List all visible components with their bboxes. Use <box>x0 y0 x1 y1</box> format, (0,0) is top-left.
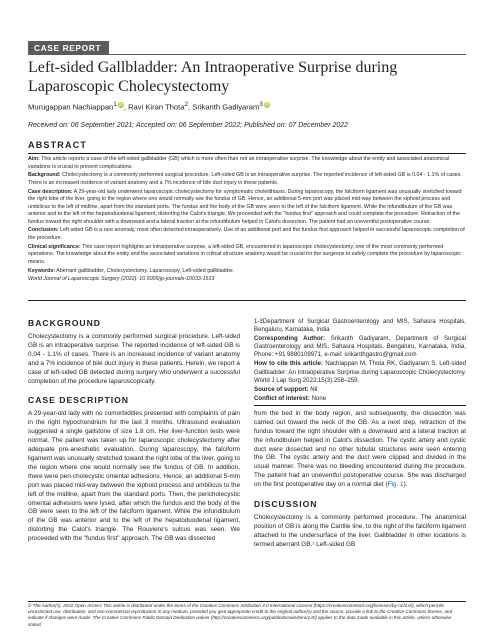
abstract-aim: Aim: This article reports a case of the left-sided gallbladder (GB) which is more often than not an intraoperative surprise. The knowledge about the entity and associated anatomical variations is crucial to prevent complications. <box>28 156 450 170</box>
footer-rule <box>28 601 466 602</box>
orcid-icon[interactable]: iD <box>264 102 270 107</box>
orcid-icon[interactable]: iD <box>118 102 123 107</box>
right-column <box>254 318 466 550</box>
publication-dates: Received on: 06 September 2021; Accepted on: 06 September 2022; Published on: 07 December 2022 <box>28 122 349 129</box>
author-affil-sup: 3 <box>259 101 263 108</box>
affiliation-text: 1-3Department of Surgical Gastroenterology and MIS, Sahasra Hospitals, Bengaluru, Karnataka, India <box>254 318 466 334</box>
abstract-conclusion: Conclusion: Left-sided GB is a rare anomaly, most often detected intraoperatively. Use of an additional port and the fundus-first approach helped in successful laparoscopic completion of the procedure. <box>28 227 465 242</box>
affiliation-block <box>254 318 466 403</box>
author-affil-sup: 1 <box>113 101 117 108</box>
author-name: Murugappan Nachiappan <box>28 102 114 112</box>
section-heading-case: CASE DESCRIPTION <box>28 395 129 406</box>
top-margin <box>0 0 494 30</box>
abstract-citation: World Journal of Laparoscopic Surgery (2022): 10.5005/jp-journals-10033-1513 <box>28 276 215 283</box>
source-of-support: Source of support: Nil <box>254 385 318 393</box>
conflict-of-interest: Conflict of interest: None <box>254 394 327 402</box>
discussion-text: Cholecystectomy is a commonly performed procedure. The anatomical position of GB is along the Cantlie line, to the right of the falciform ligament attached to the undersurface of the liver. Gallbladder in other locations is termed aberrant GB.¹ Left-sided GB <box>254 514 466 548</box>
article-title: Left-sided Gallbladder: An Intraoperative Surprise during Laparoscopic Cholecystectomy <box>28 59 398 95</box>
article-type-badge: CASE REPORT <box>28 41 109 54</box>
abstract-clinical: Clinical significance: This case report highlights an intraoperative surprise, a left-sided GB, encountered in laparoscopic cholecystectomy, one of the most commonly performed operations. The knowledge about the entity and the associated variations in critical structure anatomy would be crucial for the surgeons to safely complete the procedure by laparoscopic means. <box>28 243 462 265</box>
abstract-rule <box>28 153 466 154</box>
author-name: Srikanth Gadiyaram <box>192 102 260 112</box>
abstract-bottom-rule <box>28 300 466 301</box>
section-heading-background: BACKGROUND <box>28 318 102 328</box>
how-to-cite: How to cite this article: Nachiappan M, Thota RK, Gadiyaram S. Left-sided Gallbladder: An Intraoperative Surprise during Laparoscopic Cholecystectomy. World J Lap Surg 2022;15(3):258–259. <box>254 360 466 384</box>
affiliation-rule <box>254 405 466 406</box>
corresponding-author: Corresponding Author: Srikanth Gadiyaram, Department of Surgical Gastroenterology and MIS, Sahasra Hospitals, Bengaluru, Karnataka, India, Phone: +91 9880109971, e-mail: srikanthgastro@gmail.com <box>254 335 467 359</box>
abstract-case: Case description: A 29-year-old lady underwent laparoscopic cholecystectomy for symptomatic cholelithiasis. During laparoscopy, the falciform ligament was unusually stretched toward the right lobe of the liver, going to the region where one would normally see the fundus of GB. Hence, an additional 5-mm port was placed mid-way between the xiphoid process and umbilicus to the left of midline, apart from the standard ports. The fundus and the body of the GB were seen to the left of the falciform ligament. While the infundibulum of the GB was anterior and to the left of the hepatoduodenal ligament, distorting the Calot's triangle. We proceeded with the "fundus first" approach and could complete the procedure. Retraction of the fundus toward the right shoulder with a downward and a lateral traction at the infundibulum helped in Calot's dissection. The patient had an uneventful postoperative course. <box>28 188 462 225</box>
background-text: Cholecystectomy is a commonly performed surgical procedure. Left-sided GB is an intraoperative surprise. The reported incidence of left-sided GB is 0.04 - 1.1% of cases. There is an increased incidence of variant anatomy and a 7% incidence of bile duct injury in these patients. Herein, we report a case of left-sided GB detected during surgery who underwent a successful completion of the procedure laparoscopically. <box>28 333 240 385</box>
case-description-text: A 29-year-old lady with no comorbidities presented with complaints of pain in the right hypochondrium for the last 3 months. Ultrasound evaluation suggested a single gallstone of size 1.8 cm. Her liver-function tests were normal. The patient was taken up for laparoscopic cholecystectomy after adequate pre-anesthetic evaluation. During laparoscopy, the falciform ligament was unusually stretched toward the right lobe of the liver, going to the region where one would normally see the fundus of GB. In addition, there were peri-cholecystic omental adhesions. Hence, an additional 5-mm port was placed mid-way between the xiphoid process and umbilicus to the left of the midline, apart from the standard ports. Then, the pericholecystic omental adhesions were lysed, after which the fundus and the body of the GB were seen to the left of the falciform ligament. While the infundibulum of the GB was anterior and to the left of the hepatoduodenal ligament, distorting the Calot's triangle. The Rouviere's sulcus was seen. We proceeded with the "fundus first" approach. The GB was dissected <box>28 410 240 543</box>
abstract-body <box>28 156 466 285</box>
header-rule <box>28 54 466 55</box>
left-column <box>28 318 240 544</box>
license-footer: © The Author(s). 2022 Open Access This article is distributed under the terms of the Creative Commons Attribution 4.0 International License (https://creativecommons.org/licenses/by-nc/4.0/), which permits unrestricted use, distribution, and non-commercial reproduction in any medium, provided you give appropriate credit to the original author(s) and the source, provide a link to the Creative Commons license, and indicate if changes were made. The Creative Commons Public Domain Dedication waiver (http://creativecommons.org/publicdomain/zero/1.0/) applies to the data made available in this article, unless otherwise stated. <box>28 603 453 627</box>
abstract-background: Background: Cholecystectomy is a commonly performed surgical procedure. Left-sided GB is an intraoperative surprise. The reported incidence of left-sided GB is 0.04 - 1.1% of cases. There is an increased incidence of variant anatomy and a 7% incidence of bile duct injury in these patients. <box>28 172 462 186</box>
author-affil-sup: 2 <box>184 101 189 108</box>
abstract-keywords: Keywords: Aberrant gallbladder, Cholecystectomy, Laparoscopy, Left-sided gallbladder. <box>28 267 235 274</box>
author-list: Murugappan Nachiappan$^1$ iD, Ravi Kiran Thota$^2$, Srikanth Gadiyaram$^3$ iD <box>28 101 270 112</box>
abstract-heading: ABSTRACT <box>28 140 88 150</box>
figure-link[interactable]: Fig. 1 <box>387 481 404 489</box>
section-heading-discussion: DISCUSSION <box>254 499 318 510</box>
case-continued-text: from the bed in the body region, and subsequently, the dissection was carried out toward the neck of the GB. As a next step, retraction of the fundus toward the right shoulder with a downward and a lateral traction at the infundibulum helped in Calot's dissection. The cystic artery and cystic duct were dissected and no other tubular structures were seen entering the GB. The cystic artery and the duct were clipped and divided in the usual manner. There was no bleeding encountered during the procedure. The patient had an uneventful postoperative course. She was discharged on the first postoperative day on a normal diet (Fig. 1). <box>254 409 466 489</box>
author-name: Ravi Kiran Thota <box>128 102 185 112</box>
